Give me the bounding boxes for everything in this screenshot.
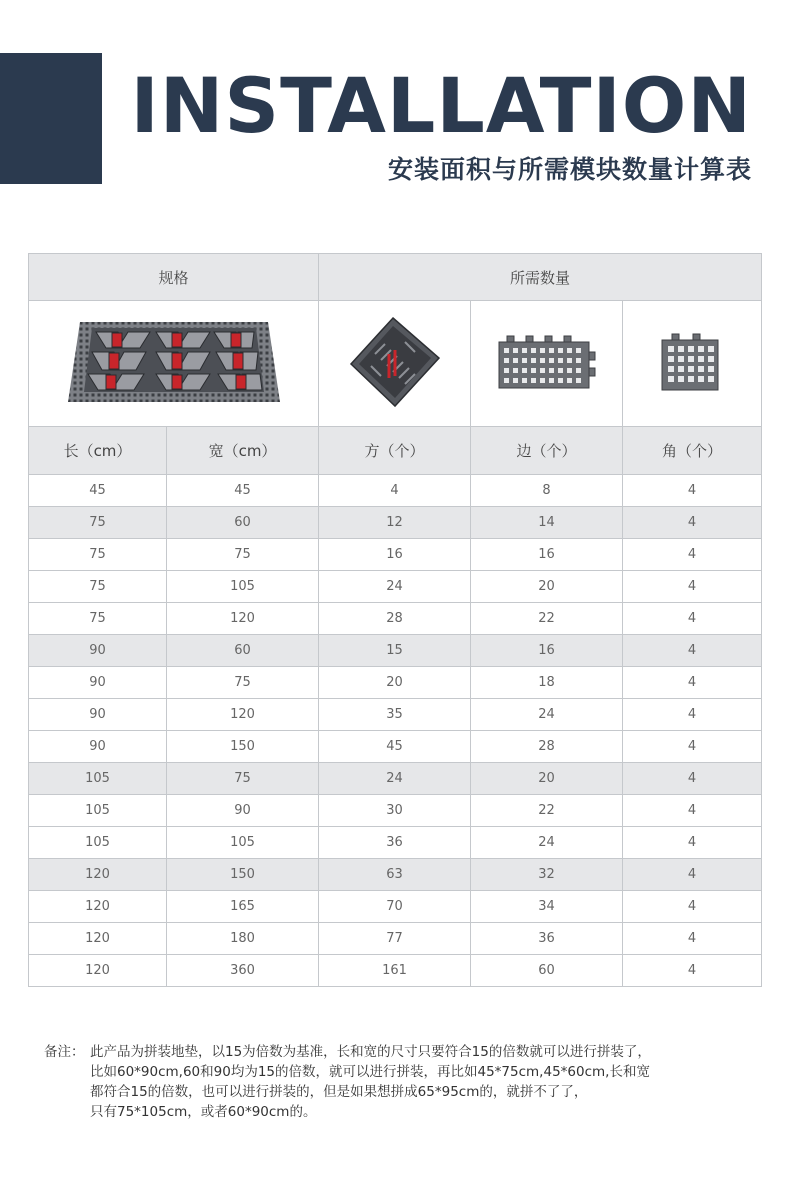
table-cell: 120 xyxy=(29,955,167,987)
table-cell: 45 xyxy=(319,731,471,763)
table-cell: 150 xyxy=(167,859,319,891)
table-cell: 4 xyxy=(623,731,762,763)
table-cell: 90 xyxy=(29,731,167,763)
table-cell: 22 xyxy=(471,603,623,635)
table-cell: 165 xyxy=(167,891,319,923)
table-cell: 35 xyxy=(319,699,471,731)
note-line: 此产品为拼装地垫，以15为倍数为基准，长和宽的尺寸只要符合15的倍数就可以进行拼装了， xyxy=(90,1044,651,1060)
assembled-mat-image xyxy=(66,320,282,404)
table-cell: 4 xyxy=(623,635,762,667)
table-cell: 180 xyxy=(167,923,319,955)
col-corner-count: 角（个） xyxy=(623,427,762,475)
table-cell: 4 xyxy=(319,475,471,507)
table-cell: 20 xyxy=(471,763,623,795)
col-width: 宽（cm） xyxy=(167,427,319,475)
quantity-group-header: 所需数量 xyxy=(319,254,762,301)
table-cell: 63 xyxy=(319,859,471,891)
table-cell: 24 xyxy=(319,571,471,603)
table-cell: 4 xyxy=(623,955,762,987)
table-row xyxy=(29,891,762,923)
table-cell: 77 xyxy=(319,923,471,955)
corner-accent-block xyxy=(0,53,102,184)
table-cell: 20 xyxy=(471,571,623,603)
table-cell: 16 xyxy=(471,539,623,571)
table-cell: 18 xyxy=(471,667,623,699)
table-row xyxy=(29,507,762,539)
table-cell: 16 xyxy=(471,635,623,667)
table-cell: 60 xyxy=(167,635,319,667)
table-cell: 120 xyxy=(167,699,319,731)
table-cell: 70 xyxy=(319,891,471,923)
table-cell: 90 xyxy=(29,635,167,667)
table-cell: 4 xyxy=(623,507,762,539)
table-row xyxy=(29,635,762,667)
col-square-count: 方（个） xyxy=(319,427,471,475)
table-cell: 20 xyxy=(319,667,471,699)
table-cell: 75 xyxy=(29,507,167,539)
table-row xyxy=(29,955,762,987)
table-cell: 36 xyxy=(319,827,471,859)
table-cell: 105 xyxy=(167,571,319,603)
table-cell: 75 xyxy=(167,667,319,699)
col-length: 长（cm） xyxy=(29,427,167,475)
table-row xyxy=(29,699,762,731)
table-cell: 30 xyxy=(319,795,471,827)
spec-group-header: 规格 xyxy=(29,254,319,301)
table-cell: 90 xyxy=(29,667,167,699)
table-cell: 34 xyxy=(471,891,623,923)
edge-piece-image xyxy=(497,334,597,390)
table-cell: 45 xyxy=(29,475,167,507)
table-row xyxy=(29,859,762,891)
table-cell: 120 xyxy=(29,891,167,923)
table-cell: 14 xyxy=(471,507,623,539)
table-cell: 32 xyxy=(471,859,623,891)
assembled-mat-cell xyxy=(29,301,319,427)
page-subtitle: 安装面积与所需模块数量计算表 xyxy=(387,155,752,184)
table-cell: 4 xyxy=(623,923,762,955)
table-cell: 75 xyxy=(167,763,319,795)
table-cell: 4 xyxy=(623,475,762,507)
table-cell: 120 xyxy=(29,923,167,955)
table-cell: 4 xyxy=(623,795,762,827)
page-title: INSTALLATION xyxy=(130,61,752,150)
table-cell: 28 xyxy=(319,603,471,635)
note-line: 都符合15的倍数，也可以进行拼装的，但是如果想拼成65*95cm的，就拼不了了， xyxy=(90,1084,588,1100)
table-cell: 120 xyxy=(167,603,319,635)
table-cell: 28 xyxy=(471,731,623,763)
table-row xyxy=(29,827,762,859)
table-cell: 24 xyxy=(471,699,623,731)
corner-piece-image xyxy=(660,332,724,392)
square-tile-cell xyxy=(319,301,471,427)
table-cell: 45 xyxy=(167,475,319,507)
table-row xyxy=(29,763,762,795)
footnote xyxy=(44,1042,764,1122)
table-cell: 90 xyxy=(29,699,167,731)
table-row xyxy=(29,475,762,507)
table-cell: 120 xyxy=(29,859,167,891)
table-cell: 15 xyxy=(319,635,471,667)
installation-table xyxy=(28,253,762,987)
table-cell: 4 xyxy=(623,827,762,859)
table-cell: 4 xyxy=(623,571,762,603)
table-cell: 4 xyxy=(623,603,762,635)
table-row xyxy=(29,667,762,699)
table-cell: 90 xyxy=(167,795,319,827)
table-cell: 4 xyxy=(623,763,762,795)
note-line: 比如60*90cm,60和90均为15的倍数，就可以进行拼装，再比如45*75cm,45*60cm,长和宽 xyxy=(90,1064,650,1080)
table-cell: 105 xyxy=(167,827,319,859)
note-label: 备注： xyxy=(44,1044,85,1060)
table-cell: 4 xyxy=(623,699,762,731)
table-cell: 24 xyxy=(471,827,623,859)
table-cell: 161 xyxy=(319,955,471,987)
corner-piece-cell xyxy=(623,301,762,427)
table-cell: 75 xyxy=(167,539,319,571)
table-cell: 105 xyxy=(29,795,167,827)
table-cell: 4 xyxy=(623,891,762,923)
table-cell: 60 xyxy=(167,507,319,539)
table-row xyxy=(29,539,762,571)
table-row xyxy=(29,923,762,955)
table-cell: 105 xyxy=(29,763,167,795)
table-cell: 22 xyxy=(471,795,623,827)
table-cell: 60 xyxy=(471,955,623,987)
table-cell: 105 xyxy=(29,827,167,859)
table-row xyxy=(29,603,762,635)
table-cell: 16 xyxy=(319,539,471,571)
table-cell: 75 xyxy=(29,539,167,571)
table-cell: 36 xyxy=(471,923,623,955)
table-cell: 12 xyxy=(319,507,471,539)
table-cell: 360 xyxy=(167,955,319,987)
table-cell: 4 xyxy=(623,539,762,571)
table-cell: 4 xyxy=(623,667,762,699)
square-tile-image xyxy=(345,314,445,410)
table-cell: 75 xyxy=(29,571,167,603)
table-cell: 75 xyxy=(29,603,167,635)
note-line: 只有75*105cm，或者60*90cm的。 xyxy=(90,1104,317,1120)
table-cell: 4 xyxy=(623,859,762,891)
table-row xyxy=(29,795,762,827)
table-row xyxy=(29,731,762,763)
table-row xyxy=(29,571,762,603)
col-edge-count: 边（个） xyxy=(471,427,623,475)
table-cell: 8 xyxy=(471,475,623,507)
table-cell: 150 xyxy=(167,731,319,763)
table-cell: 24 xyxy=(319,763,471,795)
edge-piece-cell xyxy=(471,301,623,427)
